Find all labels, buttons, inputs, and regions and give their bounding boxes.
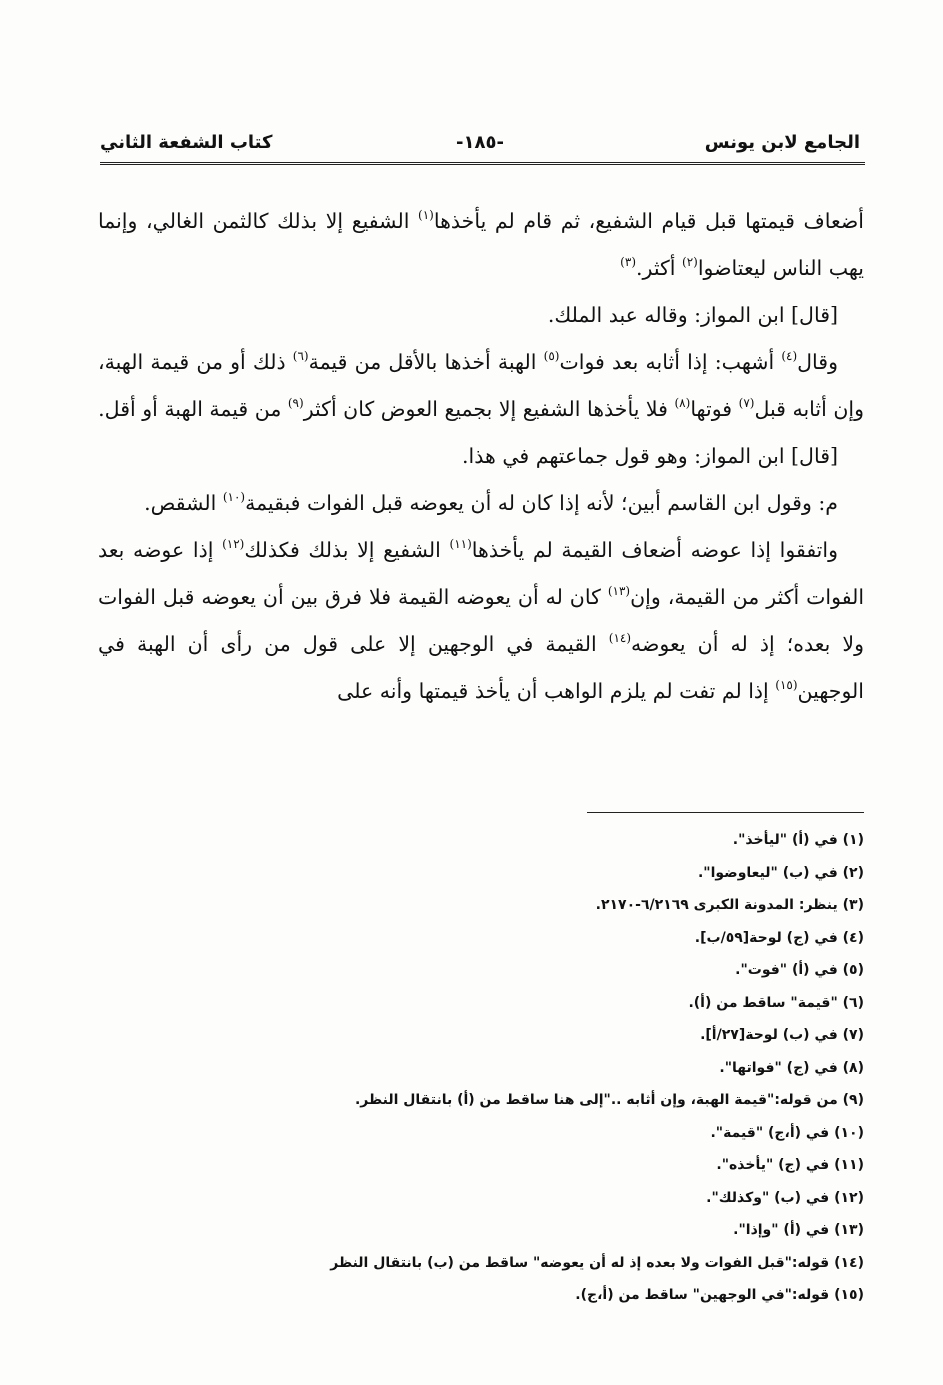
- text-run: [قال] ابن المواز: وهو قول جماعتهم في هذا.: [462, 444, 838, 468]
- text-run: الشفيع إلا بذلك فكذلك: [244, 538, 450, 562]
- footnote: (٦) "قيمة" ساقط من (أ).: [688, 994, 864, 1011]
- footnote: (١٣) في (أ) "وإذا".: [733, 1222, 864, 1238]
- footnote-ref[interactable]: (٨): [674, 396, 691, 410]
- footnote-ref[interactable]: (١٤): [608, 631, 632, 645]
- paragraph: [98, 292, 864, 339]
- text-run: فوتها: [690, 397, 739, 421]
- text-run: الشفيع إلا بذلك كالثمن الغالي، وإنما يهب الناس ليعتاضوا: [98, 209, 864, 280]
- footnote-ref[interactable]: (١٥): [775, 678, 798, 692]
- main-text: [98, 198, 864, 715]
- footnote: (١٤) قوله:"قبل الفوات ولا بعده إذ له أن يعوضه" ساقط من (ب) بانتقال النظر: [330, 1254, 864, 1271]
- footnote: (٨) في (ج) "فواتها".: [719, 1059, 864, 1076]
- text-run: أضعاف قيمتها قبل قيام الشفيع، ثم قام لم يأخذها: [433, 209, 864, 233]
- text-run: كان له أن يعوضه القيمة فلا فرق بين أن يعوضه قبل الفوات ولا بعده؛ إذ له أن يعوضه: [98, 585, 865, 656]
- text-run: [قال] ابن المواز: وقاله عبد الملك.: [547, 303, 838, 327]
- text-run: الشقص.: [144, 491, 223, 515]
- footnote-ref[interactable]: (٩): [287, 396, 304, 410]
- running-header: [100, 126, 860, 160]
- footnote-ref[interactable]: (١): [418, 208, 434, 222]
- footnote-ref[interactable]: (١٢): [222, 537, 245, 551]
- paragraph: [98, 433, 864, 480]
- text-run: إذا لم تفت لم يلزم الواهب أن يأخذ قيمتها وأنه على: [337, 679, 776, 703]
- footnote-ref[interactable]: (١٣): [607, 584, 631, 598]
- footnote-ref[interactable]: (١٠): [222, 490, 246, 504]
- footnote-ref[interactable]: (٦): [292, 349, 309, 363]
- paragraph: [98, 339, 864, 433]
- page-number: -١٨٥-: [456, 132, 504, 153]
- text-run: القيمة في الوجهين إلا على قول من رأى أن الهبة في الوجهين: [98, 632, 864, 703]
- text-run: أكثر.: [636, 256, 682, 280]
- text-run: واتفقوا إذا عوضه أضعاف القيمة لم يأخذها: [471, 538, 838, 562]
- text-run: أشهب: إذا أثابه بعد فوات: [559, 350, 782, 374]
- footnotes: [300, 824, 864, 1312]
- text-run: م: وقول ابن القاسم أبين؛ لأنه إذا كان له أن يعوضه قبل الفوات فبقيمة: [245, 491, 838, 515]
- footnote-rule: [587, 812, 864, 813]
- paragraph: [98, 480, 864, 527]
- footnote-ref[interactable]: (٧): [738, 396, 755, 410]
- footnote: (١) في (أ) "ليأخذ".: [732, 832, 864, 848]
- footnote: (٢) في (ب) "ليعاوضوا".: [697, 864, 864, 881]
- footnote: (٤) في (ج) لوحة[٥٩/ب].: [694, 929, 864, 946]
- text-run: من قيمة الهبة أو أقل.: [98, 397, 288, 421]
- footnote-ref[interactable]: (٤): [781, 349, 798, 363]
- text-run: إذا عوضه بعد الفوات أكثر من القيمة، وإن: [98, 538, 865, 609]
- text-run: ذلك أو من قيمة الهبة، وإن أثابه قبل: [98, 350, 864, 421]
- footnote: (١١) في (ج) "يأخذه".: [716, 1157, 864, 1173]
- text-run: فلا يأخذها الشفيع إلا بجميع العوض كان أكثر: [303, 397, 675, 421]
- footnote: (١٠) في (أ،ج) "قيمة".: [710, 1124, 864, 1141]
- header-chapter-title: كتاب الشفعة الثاني: [100, 132, 273, 153]
- footnote: (٩) من قوله:"قيمة الهبة، وإن أثابه .."إلى هنا ساقط من (أ) بانتقال النظر.: [354, 1092, 864, 1108]
- paragraph: [98, 527, 864, 715]
- footnote: (٣) ينظر: المدونة الكبرى ٦/٢١٦٩-٢١٧٠.: [595, 897, 864, 913]
- footnote-ref[interactable]: (١١): [449, 537, 472, 551]
- footnote: (١٢) في (ب) "وكذلك".: [706, 1189, 864, 1206]
- text-run: الهبة أخذها بالأقل من قيمة: [308, 350, 544, 374]
- footnote-ref[interactable]: (٣): [620, 255, 636, 269]
- footnote-ref[interactable]: (٢): [682, 255, 698, 269]
- header-book-title: الجامع لابن يونس: [704, 132, 860, 153]
- footnote-ref[interactable]: (٥): [543, 349, 560, 363]
- header-rule: [100, 162, 865, 165]
- footnote: (٧) في (ب) لوحة[٢٧/أ].: [700, 1027, 864, 1043]
- text-run: وقال: [797, 350, 838, 374]
- paragraph: [98, 198, 864, 292]
- footnote: (٥) في (أ) "فوت".: [735, 962, 864, 978]
- footnote: (١٥) قوله:"في الوجهين" ساقط من (أ،ج).: [575, 1287, 864, 1303]
